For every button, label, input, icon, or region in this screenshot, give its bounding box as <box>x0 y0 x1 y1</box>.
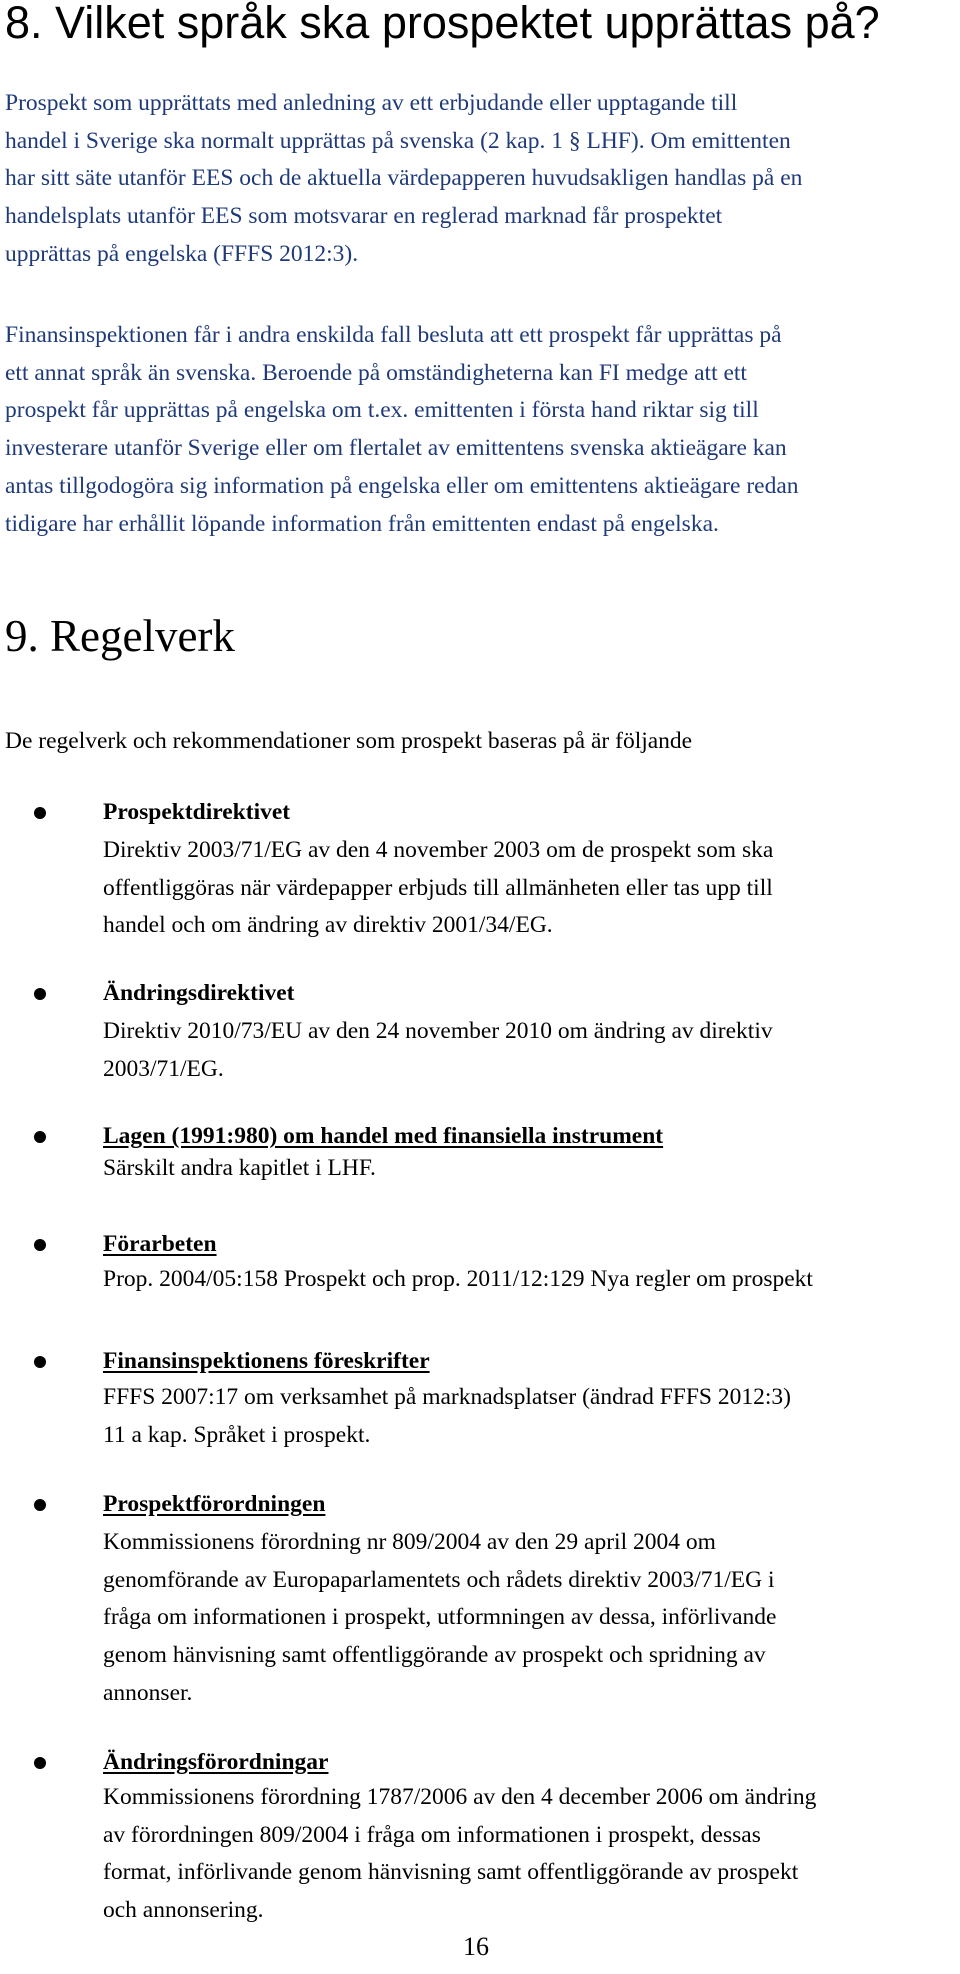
section-9-intro <box>5 723 945 761</box>
bullet-icon <box>34 1239 46 1251</box>
item-title: Ändringsdirektivet <box>103 980 295 1006</box>
text-line: offentliggöras när värdepapper erbjuds till allmänheten eller tas upp till <box>103 874 773 901</box>
text-line: investerare utanför Sverige eller om flertalet av emittentens svenska aktieägare kan <box>5 435 787 462</box>
text-line: och annonsering. <box>103 1897 264 1924</box>
item-body <box>103 1379 953 1454</box>
item-body <box>103 1524 953 1713</box>
text-line: De regelverk och rekommendationer som prospekt baseras på är följande <box>5 728 693 754</box>
section-9-heading: 9. Regelverk <box>5 611 235 661</box>
text-line: annonser. <box>103 1679 193 1706</box>
text-line: prospekt får upprättas på engelska om t.ex. emittenten i första hand riktar sig till <box>5 397 759 424</box>
text-line: Kommissionens förordning 1787/2006 av den 4 december 2006 om ändring <box>103 1784 817 1810</box>
item-body <box>103 1150 953 1188</box>
page-number: 16 <box>463 1932 489 1961</box>
text-line: av förordningen 809/2004 i fråga om informationen i prospekt, dessas <box>103 1821 761 1848</box>
text-line: genomförande av Europaparlamentets och rådets direktiv 2003/71/EG i <box>103 1566 775 1593</box>
section-8-heading: 8. Vilket språk ska prospektet upprättas på? <box>5 0 880 48</box>
text-line: Direktiv 2003/71/EG av den 4 november 2003 om de prospekt som ska <box>103 837 774 863</box>
text-line: format, införlivande genom hänvisning samt offentliggörande av prospekt <box>103 1859 799 1886</box>
text-line: Direktiv 2010/73/EU av den 24 november 2010 om ändring av direktiv <box>103 1018 773 1044</box>
text-line: Prop. 2004/05:158 Prospekt och prop. 2011/12:129 Nya regler om prospekt <box>103 1266 813 1292</box>
item-body <box>103 1261 953 1299</box>
text-line: Kommissionens förordning nr 809/2004 av den 29 april 2004 om <box>103 1529 716 1555</box>
bullet-icon <box>34 1356 46 1368</box>
text-line: ett annat språk än svenska. Beroende på omständigheterna kan FI medge att ett <box>5 359 747 386</box>
text-line: Prospekt som upprättats med anledning av ett erbjudande eller upptagande till <box>5 90 738 116</box>
text-line: handel i Sverige ska normalt upprättas på svenska (2 kap. 1 § LHF). Om emittenten <box>5 127 791 154</box>
text-line: tidigare har erhållit löpande information från emittenten endast på engelska. <box>5 510 719 537</box>
item-title: Ändringsförordningar <box>103 1749 329 1775</box>
text-line: handel och om ändring av direktiv 2001/34/EG. <box>103 912 553 939</box>
bullet-icon <box>34 1131 46 1143</box>
item-body <box>103 1013 953 1088</box>
bullet-icon <box>34 1757 46 1769</box>
section-8-paragraph-2 <box>5 317 945 543</box>
item-title: Prospektdirektivet <box>103 799 291 825</box>
text-line: fråga om informationen i prospekt, utformningen av dessa, införlivande <box>103 1604 777 1631</box>
text-line: antas tillgodogöra sig information på engelska eller om emittentens aktieägare redan <box>5 472 799 499</box>
item-body <box>103 1779 953 1930</box>
text-line: Särskilt andra kapitlet i LHF. <box>103 1155 376 1181</box>
item-title: Lagen (1991:980) om handel med finansiella instrument <box>103 1123 664 1149</box>
text-line: har sitt säte utanför EES och de aktuella värdepapperen huvudsakligen handlas på en <box>5 165 803 192</box>
section-8-paragraph-1 <box>5 85 945 274</box>
bullet-icon <box>34 988 46 1000</box>
bullet-icon <box>34 1499 46 1511</box>
text-line: FFFS 2007:17 om verksamhet på marknadsplatser (ändrad FFFS 2012:3) <box>103 1384 791 1410</box>
bullet-icon <box>34 807 46 819</box>
item-title: Förarbeten <box>103 1231 217 1257</box>
text-line: handelsplats utanför EES som motsvarar en reglerad marknad får prospektet <box>5 203 723 230</box>
item-body <box>103 832 953 945</box>
item-title: Prospektförordningen <box>103 1491 326 1517</box>
item-title: Finansinspektionens föreskrifter <box>103 1348 430 1374</box>
text-line: genom hänvisning samt offentliggörande av prospekt och spridning av <box>103 1642 766 1669</box>
text-line: Finansinspektionen får i andra enskilda fall besluta att ett prospekt får upprättas på <box>5 322 782 348</box>
text-line: upprättas på engelska (FFFS 2012:3). <box>5 240 359 267</box>
text-line: 2003/71/EG. <box>103 1055 224 1082</box>
text-line: 11 a kap. Språket i prospekt. <box>103 1421 371 1448</box>
